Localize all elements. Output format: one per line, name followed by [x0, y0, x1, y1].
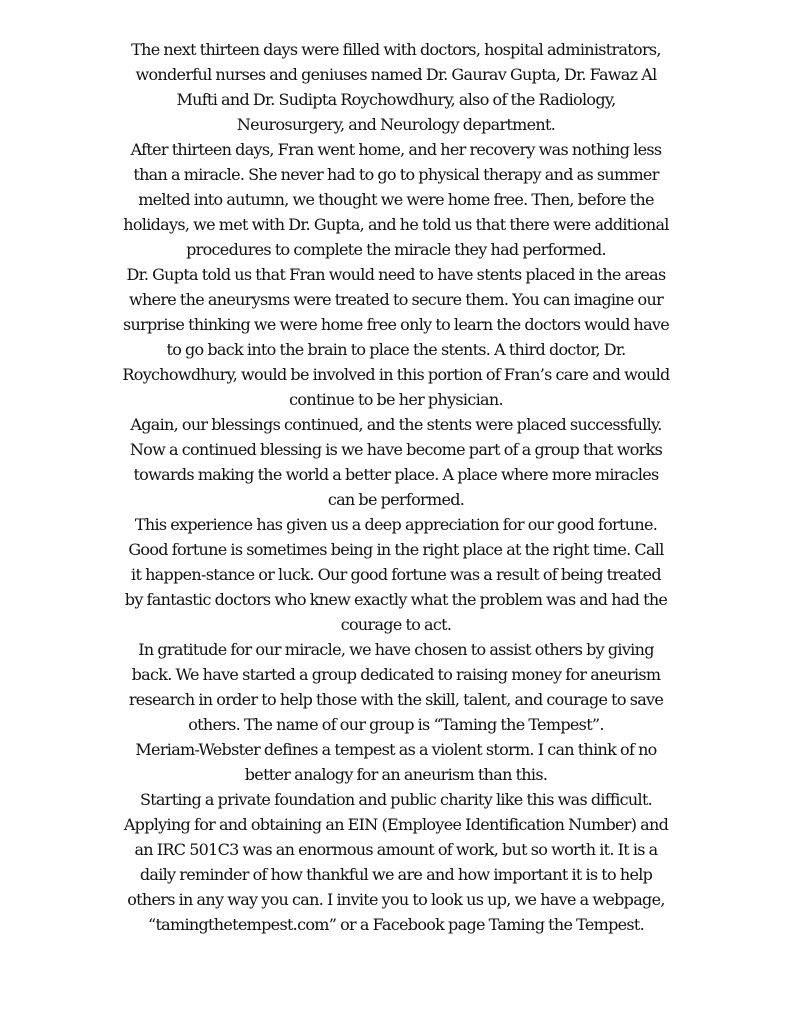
paragraph-good-fortune: This experience has given us a deep appreciation for our good fortune. Good fortune is sometimes being in the right place at the right time. Call it happen-stance or luck. Our good fortune was a result of being treated by fantastic doctors who knew exactly what the problem was and had the courage to act.	[124, 515, 668, 634]
paragraph-recovery: After thirteen days, Fran went home, and her recovery was nothing less than a miracle. She never had to go to physical therapy and as summer melted into autumn, we thought we were home free. Then, before the holidays, we met with Dr. Gupta, and he told us that there were additional procedures to complete the miracle they had performed.	[123, 140, 669, 259]
paragraph-tempest-definition: Meriam-Webster defines a tempest as a violent storm. I can think of no better analogy for an aneurism than this.	[135, 740, 657, 784]
paragraph-thirteen-days: The next thirteen days were filled with doctors, hospital administrators, wonderful nurses and geniuses named Dr. Gaurav Gupta, Dr. Fawaz Al Mufti and Dr. Sudipta Roychowdhury, also of the Radiology, Neurosurgery, and Neurology department.	[131, 40, 661, 134]
paragraph-stents-needed: Dr. Gupta told us that Fran would need to have stents placed in the areas where the aneurysms were treated to secure them. You can imagine our surprise thinking we were home free only to learn the doctors would have to go back into the brain to place the stents. A third doctor, Dr. Roychowdhury, would be involved in this portion of Fran’s care and would continue to be her physician.	[122, 265, 670, 409]
paragraph-gratitude: In gratitude for our miracle, we have chosen to assist others by giving back. We have started a group dedicated to raising money for aneurism research in order to help those with the skill, talent, and courage to save others. The name of our group is “Taming the Tempest”.	[128, 640, 664, 734]
paragraph-blessings: Again, our blessings continued, and the stents were placed successfully. Now a continued blessing is we have become part of a group that works towards making the world a better place. A place where more miracles can be performed.	[129, 415, 663, 509]
paragraph-foundation: Starting a private foundation and public charity like this was difficult. Applying for and obtaining an EIN (Employee Identification Number) and an IRC 501C3 was an enormous amount of work, but so worth it. It is a daily reminder of how thankful we are and how important it is to help others in any way you can. I invite you to look us up, we have a webpage, “tamingthetempest.com” or a Facebook page Taming the Tempest.	[123, 790, 669, 934]
document-body	[122, 37, 670, 937]
